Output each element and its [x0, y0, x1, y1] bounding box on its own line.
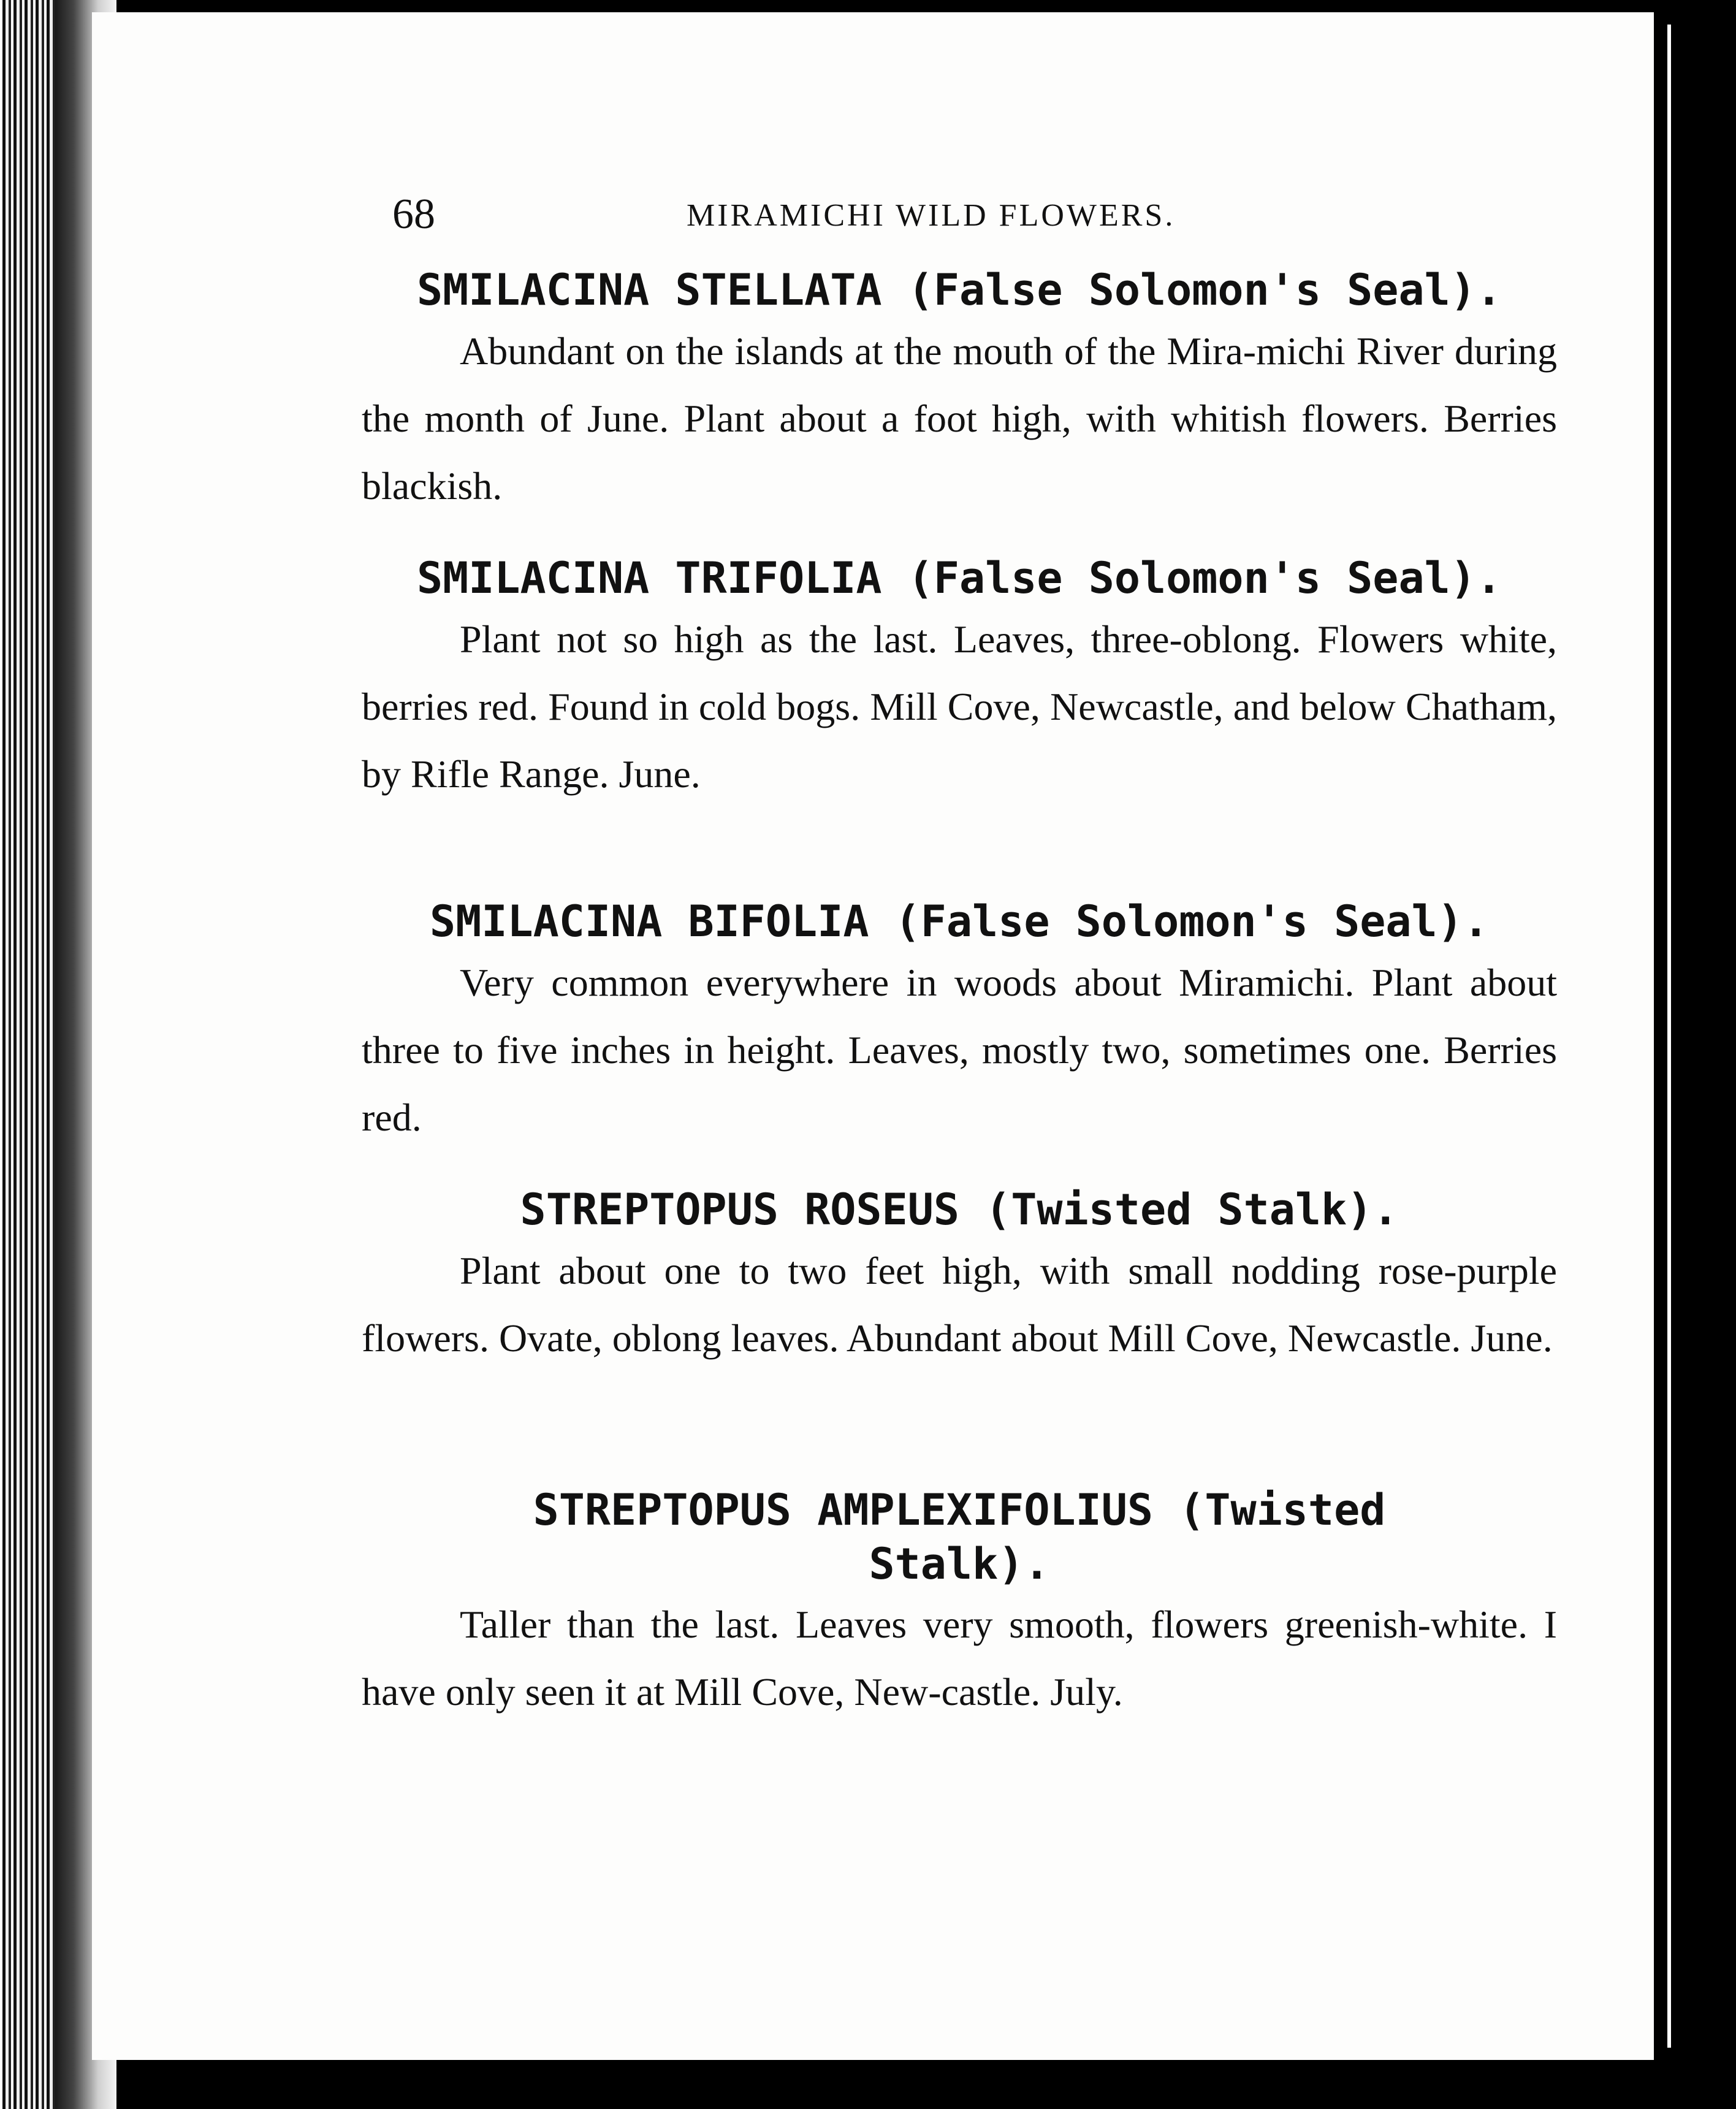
entry-body: Abundant on the islands at the mouth of the Mira-michi River during the month of June. Plant about a foot high, with whitish flowers. Berries blackish. — [362, 329, 1557, 508]
page-edge-line — [1667, 25, 1671, 2048]
page-gutter — [0, 0, 55, 2109]
running-title: MIRAMICHI WILD FLOWERS. — [687, 198, 1176, 233]
page-number: 68 — [392, 191, 435, 238]
entry-smilacina-stellata — [362, 264, 1557, 520]
entry-heading: STREPTOPUS AMPLEXIFOLIUS (Twisted Stalk). — [533, 1485, 1386, 1589]
entry-heading: SMILACINA BIFOLIA (False Solomon's Seal). — [430, 896, 1489, 947]
entry-body: Taller than the last. Leaves very smooth, flowers greenish-white. I have only seen it at Mill Cove, New-castle. July. — [362, 1603, 1557, 1714]
page-header — [392, 190, 1526, 251]
entry-body: Plant not so high as the last. Leaves, three-oblong. Flowers white, berries red. Found in cold bogs. Mill Cove, Newcastle, and below Chatham, by Rifle Range. June. — [362, 617, 1557, 796]
entry-heading: STREPTOPUS ROSEUS (Twisted Stalk). — [520, 1184, 1399, 1235]
entry-body: Very common everywhere in woods about Miramichi. Plant about three to five inches in height. Leaves, mostly two, sometimes one. Berries red. — [362, 960, 1557, 1139]
entry-streptopus-amplexifolius — [362, 1484, 1557, 1726]
entry-smilacina-trifolia — [362, 552, 1557, 808]
entry-smilacina-bifolia — [362, 895, 1557, 1151]
entry-heading: SMILACINA TRIFOLIA (False Solomon's Seal). — [416, 553, 1502, 603]
entry-body: Plant about one to two feet high, with small nodding rose-purple flowers. Ovate, oblong leaves. Abundant about Mill Cove, Newcastle. June. — [362, 1248, 1557, 1360]
entry-heading: SMILACINA STELLATA (False Solomon's Seal). — [416, 265, 1502, 315]
entry-streptopus-roseus — [362, 1183, 1557, 1372]
